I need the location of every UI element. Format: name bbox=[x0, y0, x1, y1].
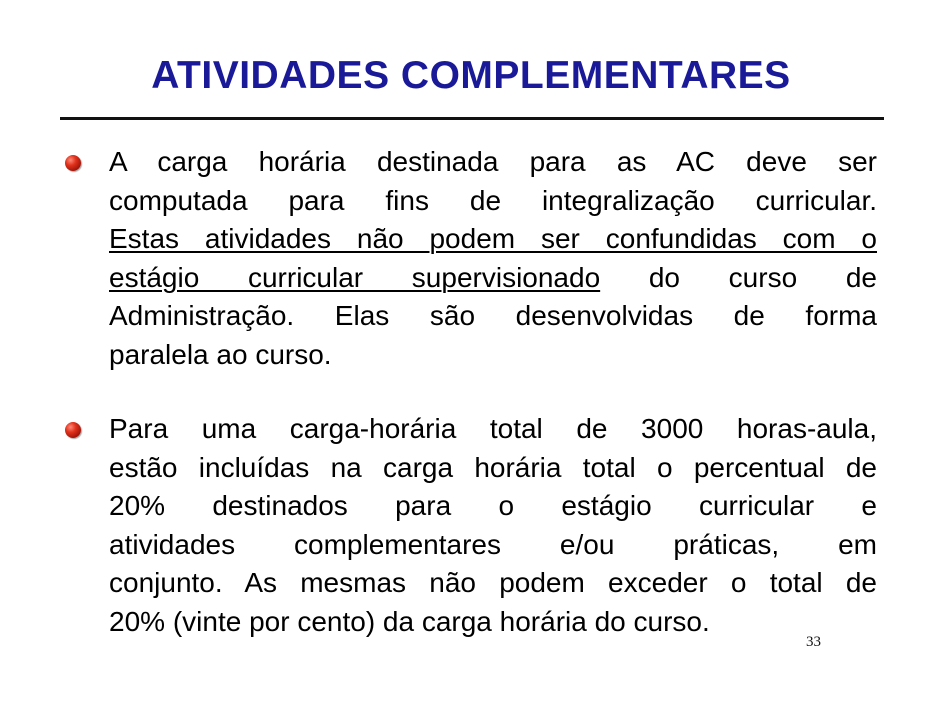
paragraph-line: Para uma carga-horária total de 3000 horas-aula, bbox=[109, 413, 877, 444]
paragraph-line-tail: do curso de bbox=[600, 261, 877, 293]
bullet-paragraph-1 bbox=[109, 143, 877, 374]
paragraph-line: 20% destinados para o estágio curricular e bbox=[109, 490, 877, 521]
red-sphere-bullet-icon bbox=[65, 422, 81, 438]
paragraph-line: conjunto. As mesmas não podem exceder o total de bbox=[109, 567, 877, 598]
paragraph-line: estão incluídas na carga horária total o percentual de bbox=[109, 451, 877, 483]
paragraph-line: paralela ao curso. bbox=[109, 338, 332, 370]
underlined-phrase: estágio curricular supervisionado bbox=[109, 261, 601, 293]
paragraph-line: Administração. Elas são desenvolvidas de forma bbox=[109, 300, 877, 331]
title-divider bbox=[60, 117, 884, 120]
paragraph-line: 20% (vinte por cento) da carga horária do curso. bbox=[109, 605, 710, 637]
paragraph-line: atividades complementares e/ou práticas, em bbox=[109, 528, 877, 560]
paragraph-line-mixed bbox=[109, 259, 877, 298]
red-sphere-bullet-icon bbox=[65, 155, 81, 171]
paragraph-line: computada para fins de integralização curricular. bbox=[109, 184, 877, 216]
page-number: 33 bbox=[806, 634, 821, 650]
paragraph-line: A carga horária destinada para as AC deve ser bbox=[109, 146, 877, 177]
bullet-paragraph-2 bbox=[109, 410, 877, 641]
underlined-line: Estas atividades não podem ser confundidas com o bbox=[109, 223, 877, 254]
slide-title: ATIVIDADES COMPLEMENTARES bbox=[151, 54, 791, 97]
